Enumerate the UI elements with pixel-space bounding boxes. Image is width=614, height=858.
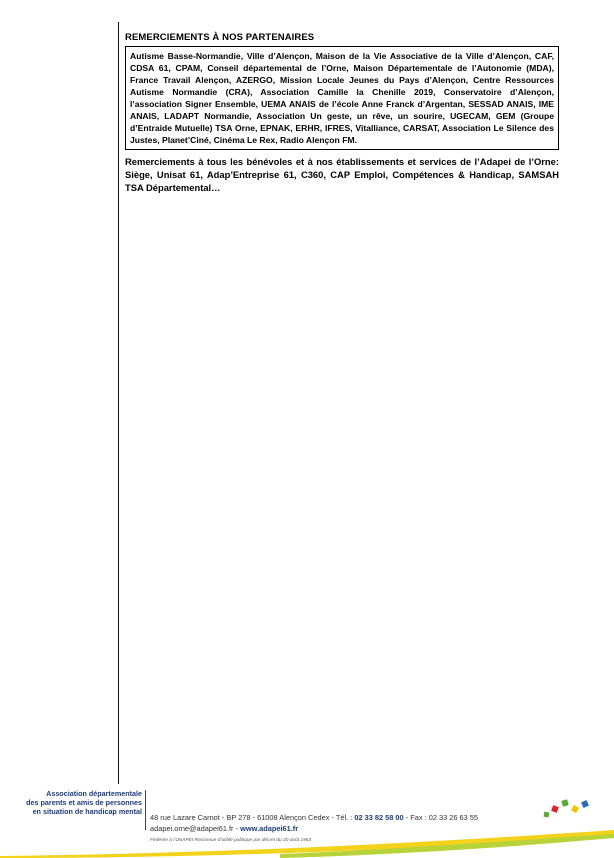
- assoc-line-2: des parents et amis de personnes: [26, 798, 142, 807]
- assoc-line-1: Association départementale: [46, 789, 142, 798]
- logo-square-yellow: [571, 805, 579, 813]
- footer-address-line: [150, 812, 560, 823]
- left-margin-rule: [118, 22, 119, 784]
- footer-address: 48 rue Lazare Carnot - BP 278 - 61008 Alençon Cedex - Tél. :: [150, 813, 355, 822]
- footer-fax: - Fax : 02 33 26 63 55: [403, 813, 479, 822]
- logo-square-red: [551, 805, 559, 813]
- footer-phone: 02 33 82 58 00: [354, 813, 404, 822]
- footer-legal-note: Fédérée à l’UNAPEI Reconnue d’utilité publique par décret du 30 août 1963: [150, 838, 312, 843]
- footer-divider: [145, 790, 146, 830]
- logo-square-green-small: [544, 812, 550, 818]
- footer-association-name: [8, 789, 142, 816]
- assoc-line-3: en situation de handicap mental: [32, 807, 142, 816]
- content-area: [125, 32, 559, 194]
- footer-website[interactable]: www.adapei61.fr: [240, 824, 299, 833]
- logo-square-blue: [581, 800, 589, 808]
- thanks-paragraph: Remerciements à tous les bénévoles et à nos établissements et services de l’Adapei de l’Orne: Siège, Unisat 61, Adap’Entreprise 61, C360, CAP Emploi, Compétences & Handicap, SAMSAH TSA Départemental…: [125, 156, 559, 193]
- section-title: REMERCIEMENTS À NOS PARTENAIRES: [125, 32, 315, 43]
- partners-box: [125, 46, 559, 150]
- footer-email[interactable]: adapei.orne@adapei61.fr -: [150, 824, 241, 833]
- logo-square-green: [561, 799, 568, 806]
- partners-text: Autisme Basse-Normandie, Ville d’Alençon, Maison de la Vie Associative de la Ville d’Alençon, CAF, CDSA 61, CPAM, Conseil départemental de l’Orne, Maison Départementale de l’Autonomie (MDA), France Travail Alençon, AZERGO, Mission Locale Jeunes du Pays d’Alençon, Centre Ressources Autisme Normandie (CRA), Association Camille la Chenille 2019, Conservatoire d’Alençon, l’association Signer Ensemble, UEMA ANAIS de l’école Anne Franck d’Argentan, SESSAD ANAIS, IME ANAIS, LADAPT Normandie, Association Un geste, un rêve, un sourire, UGECAM, GEM (Groupe d’Entraide Mutuelle) TSA Orne, EPNAK, ERHR, IFRES, Vitalliance, CARSAT, Association Le Silence des Justes, Planet’Ciné, Cinéma Le Rex, Radio Alençon FM.: [130, 51, 554, 145]
- footer-swoosh-icon: [0, 826, 614, 858]
